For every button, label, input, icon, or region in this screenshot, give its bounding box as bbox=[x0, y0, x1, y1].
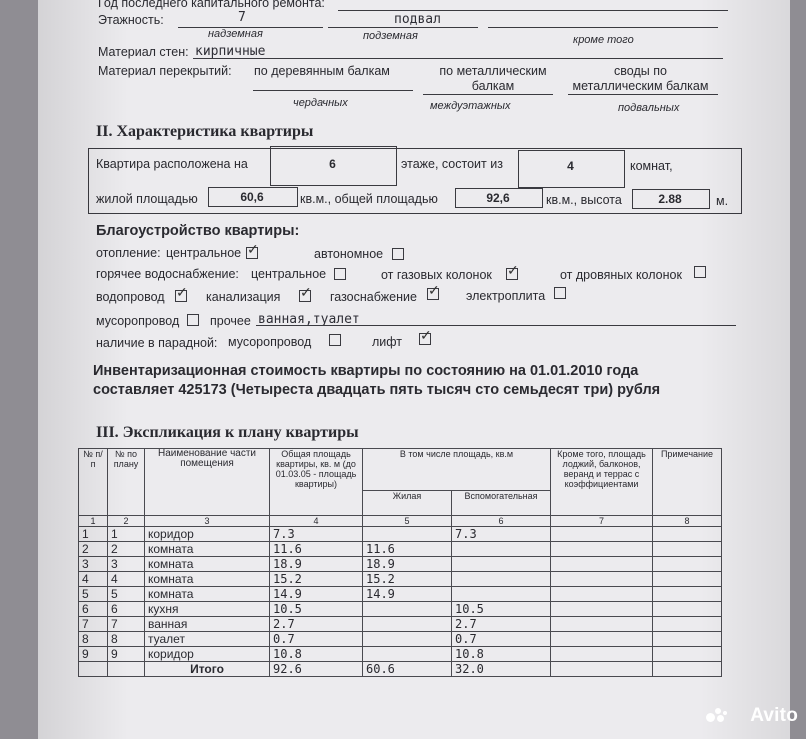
sewer-checkbox[interactable]: ✓ bbox=[299, 290, 311, 302]
interfloor-caption: междуэтажных bbox=[430, 100, 510, 112]
heating-central-checkbox[interactable]: ✓ bbox=[246, 247, 258, 259]
table-row bbox=[79, 542, 722, 557]
row-num-cell: 4 bbox=[79, 572, 108, 587]
table-row bbox=[79, 587, 722, 602]
row-total-cell: 0.7 bbox=[270, 632, 363, 647]
except-line bbox=[488, 27, 718, 28]
row-living-cell: 14.9 bbox=[363, 587, 452, 602]
row-plan-cell: 2 bbox=[108, 542, 145, 557]
table-body bbox=[79, 527, 722, 662]
row-extra-cell bbox=[551, 572, 653, 587]
row-plan-cell: 8 bbox=[108, 632, 145, 647]
table-header-row bbox=[79, 449, 722, 491]
avito-watermark: Avito bbox=[750, 705, 798, 727]
row-total-cell: 2.7 bbox=[270, 617, 363, 632]
col-num: 7 bbox=[551, 516, 653, 527]
table-row bbox=[79, 557, 722, 572]
row-living-cell bbox=[363, 647, 452, 662]
row-plan-cell: 4 bbox=[108, 572, 145, 587]
header-note: Примечание bbox=[653, 449, 722, 516]
row-num-cell: 3 bbox=[79, 557, 108, 572]
row-extra-cell bbox=[551, 557, 653, 572]
total-area-label: кв.м., общей площадью bbox=[300, 192, 438, 206]
col-num: 2 bbox=[108, 516, 145, 527]
row-total-cell: 18.9 bbox=[270, 557, 363, 572]
elevator-label: лифт bbox=[372, 335, 402, 349]
row-plan-cell: 1 bbox=[108, 527, 145, 542]
row-aux-cell bbox=[452, 542, 551, 557]
ceiling-vaults: своды по металлическим балкам bbox=[568, 64, 713, 94]
row-aux-cell: 10.5 bbox=[452, 602, 551, 617]
row-note-cell bbox=[653, 542, 722, 557]
header-incl: В том числе площадь, кв.м bbox=[363, 449, 551, 491]
water-checkbox[interactable]: ✓ bbox=[175, 290, 187, 302]
row-extra-cell bbox=[551, 617, 653, 632]
row-num-cell: 6 bbox=[79, 602, 108, 617]
underground-value: подвал bbox=[394, 12, 441, 27]
row-living-cell bbox=[363, 632, 452, 647]
row-name-cell: коридор bbox=[145, 527, 270, 542]
row-living-cell: 15.2 bbox=[363, 572, 452, 587]
entrance-garbage-checkbox[interactable] bbox=[329, 334, 341, 346]
row-num-cell: 8 bbox=[79, 632, 108, 647]
col-num: 8 bbox=[653, 516, 722, 527]
row-total-cell: 10.8 bbox=[270, 647, 363, 662]
column-number-row bbox=[79, 516, 722, 527]
garbage-label: мусоропровод bbox=[96, 314, 179, 328]
header-name: Наименование части помещения bbox=[145, 449, 270, 516]
water-label: водопровод bbox=[96, 290, 165, 304]
row-extra-cell bbox=[551, 647, 653, 662]
row-living-cell bbox=[363, 527, 452, 542]
floors-label: Этажность: bbox=[98, 13, 164, 27]
gas-heaters-checkbox[interactable]: ✓ bbox=[506, 268, 518, 280]
heating-autonomous-checkbox[interactable] bbox=[392, 248, 404, 260]
except-caption: кроме того bbox=[573, 34, 634, 46]
total-label: Итого bbox=[145, 662, 270, 677]
attic-line bbox=[253, 90, 413, 91]
col-num: 4 bbox=[270, 516, 363, 527]
row-total-cell: 11.6 bbox=[270, 542, 363, 557]
repair-year-label: Год последнего капитального ремонта: bbox=[98, 0, 325, 10]
floor-consists-label: этаже, состоит из bbox=[401, 157, 503, 171]
height-value: 2.88 bbox=[632, 192, 708, 206]
table-row bbox=[79, 572, 722, 587]
total-area-value: 92,6 bbox=[455, 191, 541, 205]
ceiling-wood: по деревянным балкам bbox=[254, 64, 390, 78]
living-sum: 60.6 bbox=[363, 662, 452, 677]
row-name-cell: комната bbox=[145, 557, 270, 572]
section2-title: II. Характеристика квартиры bbox=[96, 123, 313, 141]
header-living: Жилая bbox=[363, 490, 452, 515]
row-total-cell: 14.9 bbox=[270, 587, 363, 602]
interfloor-line bbox=[423, 94, 553, 95]
row-extra-cell bbox=[551, 587, 653, 602]
electric-stove-checkbox[interactable] bbox=[554, 287, 566, 299]
row-note-cell bbox=[653, 632, 722, 647]
row-total-cell: 10.5 bbox=[270, 602, 363, 617]
basement-caption: подвальных bbox=[618, 102, 679, 114]
row-aux-cell: 7.3 bbox=[452, 527, 551, 542]
row-num-cell: 2 bbox=[79, 542, 108, 557]
col-num: 1 bbox=[79, 516, 108, 527]
rooms-value: 4 bbox=[518, 159, 623, 173]
table-row bbox=[79, 527, 722, 542]
header-aux: Вспомогательная bbox=[452, 490, 551, 515]
row-plan-cell: 7 bbox=[108, 617, 145, 632]
row-plan-cell: 9 bbox=[108, 647, 145, 662]
valuation-line1: Инвентаризационная стоимость квартиры по состоянию на 01.01.2010 года bbox=[93, 363, 638, 379]
amenities-title: Благоустройство квартиры: bbox=[96, 223, 299, 239]
row-num-cell: 1 bbox=[79, 527, 108, 542]
row-note-cell bbox=[653, 572, 722, 587]
wall-value: кирпичные bbox=[195, 44, 265, 59]
row-living-cell: 11.6 bbox=[363, 542, 452, 557]
row-note-cell bbox=[653, 602, 722, 617]
sewer-label: канализация bbox=[206, 290, 280, 304]
entrance-label: наличие в парадной: bbox=[96, 336, 217, 350]
row-total-cell: 15.2 bbox=[270, 572, 363, 587]
row-extra-cell bbox=[551, 632, 653, 647]
row-note-cell bbox=[653, 617, 722, 632]
table-row bbox=[79, 602, 722, 617]
gas-checkbox[interactable]: ✓ bbox=[427, 288, 439, 300]
underground-caption: подземная bbox=[363, 30, 418, 42]
other-label: прочее bbox=[210, 314, 251, 328]
row-name-cell: ванная bbox=[145, 617, 270, 632]
row-aux-cell: 10.8 bbox=[452, 647, 551, 662]
row-plan-cell: 3 bbox=[108, 557, 145, 572]
row-extra-cell bbox=[551, 527, 653, 542]
heating-autonomous-label: автономное bbox=[314, 247, 383, 261]
row-aux-cell bbox=[452, 587, 551, 602]
row-name-cell: кухня bbox=[145, 602, 270, 617]
hot-water-central-label: центральное bbox=[251, 267, 326, 281]
floor-value: 6 bbox=[270, 157, 395, 171]
row-aux-cell bbox=[452, 572, 551, 587]
row-num-cell: 5 bbox=[79, 587, 108, 602]
row-aux-cell bbox=[452, 557, 551, 572]
floors-value: 7 bbox=[238, 10, 246, 25]
row-name-cell: комната bbox=[145, 542, 270, 557]
row-note-cell bbox=[653, 557, 722, 572]
entrance-garbage-label: мусоропровод bbox=[228, 335, 311, 349]
gas-label: газоснабжение bbox=[330, 290, 417, 304]
row-aux-cell: 2.7 bbox=[452, 617, 551, 632]
heating-central-label: центральное bbox=[166, 246, 241, 260]
header-plan: № по плану bbox=[108, 449, 145, 516]
avito-logo-icon bbox=[706, 708, 728, 722]
col-num: 5 bbox=[363, 516, 452, 527]
ceiling-label: Материал перекрытий: bbox=[98, 64, 232, 78]
aux-sum: 32.0 bbox=[452, 662, 551, 677]
located-on-label: Квартира расположена на bbox=[96, 157, 248, 171]
header-extra: Кроме того, площадь лоджий, балконов, веранд и террас с коэффициентами bbox=[551, 449, 653, 516]
hot-water-central-checkbox[interactable] bbox=[334, 268, 346, 280]
row-num-cell: 7 bbox=[79, 617, 108, 632]
other-line bbox=[256, 325, 736, 326]
valuation-line2: составляет 425173 (Четыреста двадцать пять тысяч сто семьдесят три) рубля bbox=[93, 382, 660, 398]
row-plan-cell: 6 bbox=[108, 602, 145, 617]
table-total-row bbox=[79, 662, 722, 677]
row-name-cell: комната bbox=[145, 587, 270, 602]
wall-line bbox=[193, 58, 723, 59]
row-note-cell bbox=[653, 587, 722, 602]
row-note-cell bbox=[653, 647, 722, 662]
header-total: Общая площадь квартиры, кв. м (до 01.03.05 - площадь квартиры) bbox=[270, 449, 363, 516]
col-num: 6 bbox=[452, 516, 551, 527]
repair-year-line bbox=[338, 10, 728, 11]
row-note-cell bbox=[653, 527, 722, 542]
hot-water-label: горячее водоснабжение: bbox=[96, 267, 239, 281]
section3-title: III. Экспликация к плану квартиры bbox=[96, 424, 359, 442]
row-aux-cell: 0.7 bbox=[452, 632, 551, 647]
rooms-label: комнат, bbox=[630, 159, 673, 173]
row-extra-cell bbox=[551, 602, 653, 617]
garbage-checkbox[interactable] bbox=[187, 314, 199, 326]
height-unit: м. bbox=[716, 194, 728, 208]
row-living-cell bbox=[363, 602, 452, 617]
row-name-cell: коридор bbox=[145, 647, 270, 662]
wall-label: Материал стен: bbox=[98, 45, 189, 59]
heating-label: отопление: bbox=[96, 246, 161, 260]
table-row bbox=[79, 647, 722, 662]
row-plan-cell: 5 bbox=[108, 587, 145, 602]
row-name-cell: комната bbox=[145, 572, 270, 587]
underground-line bbox=[328, 27, 478, 28]
total-sum: 92.6 bbox=[270, 662, 363, 677]
table-row bbox=[79, 617, 722, 632]
basement-line bbox=[568, 94, 718, 95]
header-num: № п/п bbox=[79, 449, 108, 516]
ceiling-metal: по металлическим балкам bbox=[423, 64, 563, 94]
electric-stove-label: электроплита bbox=[466, 289, 545, 303]
living-area-label: жилой площадью bbox=[96, 192, 198, 206]
table-row bbox=[79, 632, 722, 647]
document-page bbox=[38, 0, 790, 739]
other-value: ванная,туалет bbox=[258, 312, 360, 327]
row-total-cell: 7.3 bbox=[270, 527, 363, 542]
above-ground-caption: надземная bbox=[208, 28, 263, 40]
col-num: 3 bbox=[145, 516, 270, 527]
living-area-value: 60,6 bbox=[208, 190, 296, 204]
height-label: кв.м., высота bbox=[546, 193, 622, 207]
gas-heaters-label: от газовых колонок bbox=[381, 268, 492, 282]
attic-caption: чердачных bbox=[293, 97, 348, 109]
row-extra-cell bbox=[551, 542, 653, 557]
wood-heaters-checkbox[interactable] bbox=[694, 266, 706, 278]
elevator-checkbox[interactable]: ✓ bbox=[419, 333, 431, 345]
wood-heaters-label: от дровяных колонок bbox=[560, 268, 682, 282]
row-living-cell bbox=[363, 617, 452, 632]
row-name-cell: туалет bbox=[145, 632, 270, 647]
row-num-cell: 9 bbox=[79, 647, 108, 662]
row-living-cell: 18.9 bbox=[363, 557, 452, 572]
explication-table bbox=[78, 448, 722, 677]
